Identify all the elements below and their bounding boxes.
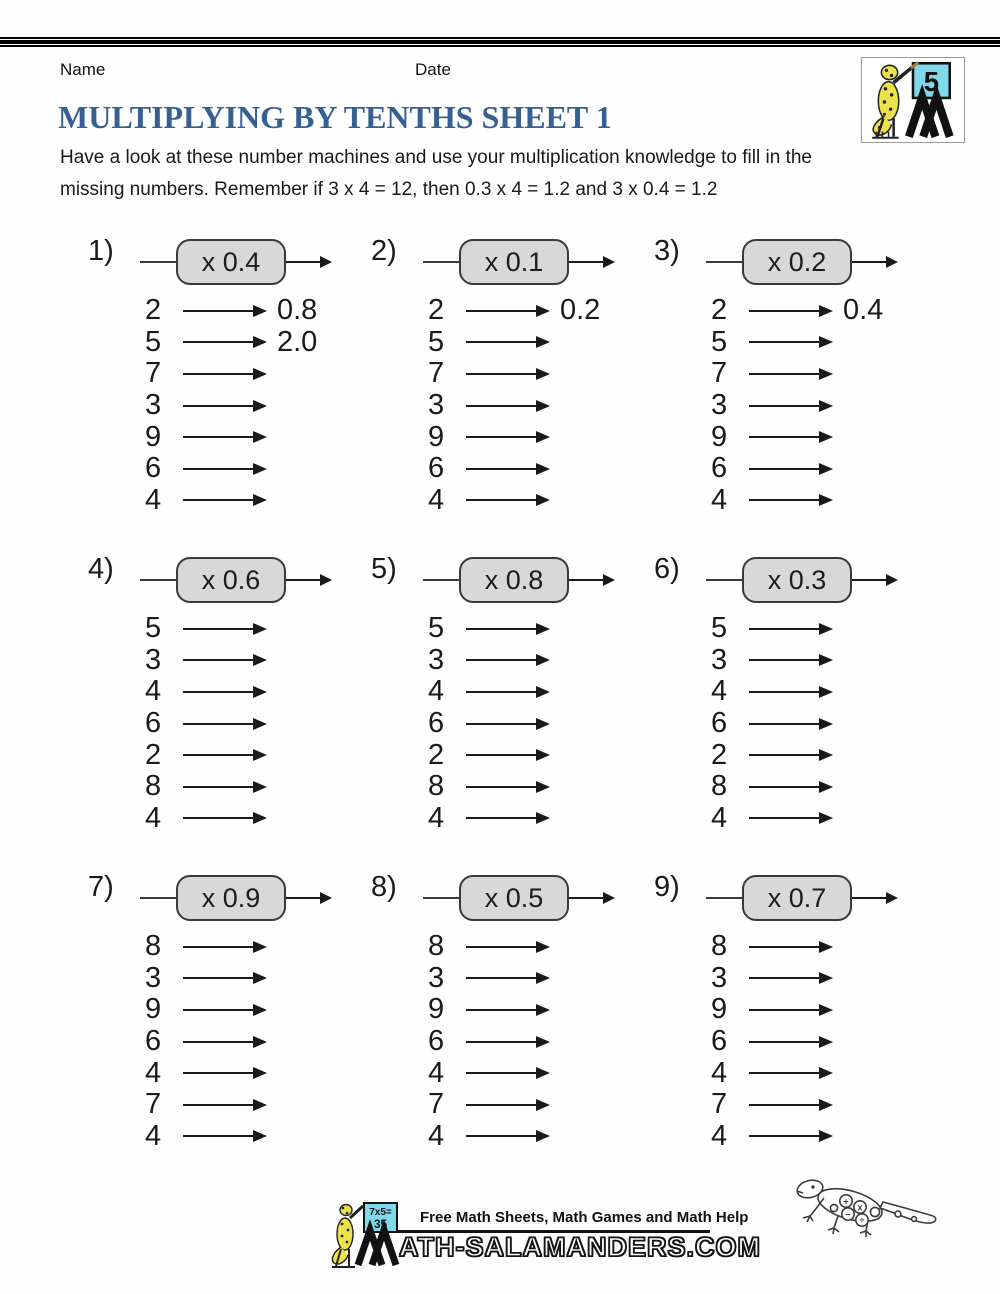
input-number: 6 — [711, 707, 728, 740]
arrow-icon — [183, 653, 267, 667]
arrow-icon — [749, 399, 833, 413]
problem-7 — [60, 866, 343, 1184]
machine-io-row — [371, 327, 626, 359]
machine-output-arrow-icon — [569, 573, 615, 587]
machine-io-row — [88, 327, 343, 359]
machine-io-row — [654, 358, 909, 390]
machine-io-row — [88, 771, 343, 803]
problem-8 — [343, 866, 626, 1184]
input-number: 9 — [711, 993, 728, 1026]
arrow-icon — [749, 493, 833, 507]
machine-io-row — [371, 1121, 626, 1153]
input-number: 4 — [145, 1056, 162, 1089]
input-number: 3 — [711, 643, 728, 676]
io-rows — [654, 295, 909, 516]
input-number: 8 — [428, 930, 445, 963]
machine-box: x 0.5 — [459, 875, 569, 921]
arrow-icon — [183, 367, 267, 381]
machine-io-row — [371, 739, 626, 771]
machine-io-row — [654, 771, 909, 803]
arrow-icon — [183, 748, 267, 762]
arrow-icon — [183, 1003, 267, 1017]
svg-text:−: − — [845, 1209, 851, 1220]
problem-1 — [60, 230, 343, 548]
number-machine — [371, 553, 626, 607]
input-number: 5 — [428, 612, 445, 645]
machine-io-row — [371, 390, 626, 422]
arrow-icon — [183, 430, 267, 444]
arrow-icon — [466, 1035, 550, 1049]
arrow-icon — [183, 811, 267, 825]
input-number: 4 — [428, 801, 445, 834]
arrow-icon — [466, 335, 550, 349]
arrow-icon — [466, 1066, 550, 1080]
machine-io-row — [654, 1089, 909, 1121]
machine-io-row — [371, 676, 626, 708]
machine-input-line — [140, 897, 176, 899]
machine-output-arrow-icon — [852, 573, 898, 587]
arrow-icon — [183, 1066, 267, 1080]
arrow-icon — [183, 1035, 267, 1049]
input-number: 3 — [145, 389, 162, 422]
input-number: 8 — [711, 770, 728, 803]
input-number: 9 — [711, 420, 728, 453]
machine-io-row — [88, 708, 343, 740]
machine-io-row — [88, 453, 343, 485]
problem-number-label: 4) — [88, 553, 114, 585]
arrow-icon — [466, 653, 550, 667]
machine-box: x 0.4 — [176, 239, 286, 285]
problem-6 — [626, 548, 909, 866]
number-machine — [654, 553, 909, 607]
machine-input-line — [706, 261, 742, 263]
input-number: 6 — [428, 707, 445, 740]
input-number: 2 — [145, 294, 162, 327]
machine-io-row — [654, 421, 909, 453]
machine-io-row — [88, 1089, 343, 1121]
problem-number-label: 1) — [88, 235, 114, 267]
machine-io-row — [654, 708, 909, 740]
input-number: 7 — [428, 357, 445, 390]
instructions-line-1: Have a look at these number machines and use your multiplication knowledge to fill in the — [60, 147, 812, 168]
input-number: 6 — [428, 452, 445, 485]
arrow-icon — [466, 748, 550, 762]
machine-output-arrow-icon — [569, 891, 615, 905]
machine-io-row — [371, 421, 626, 453]
input-number: 4 — [145, 801, 162, 834]
machine-io-row — [88, 358, 343, 390]
input-number: 6 — [145, 1025, 162, 1058]
problem-9 — [626, 866, 909, 1184]
svg-text:+: + — [843, 1196, 849, 1207]
machine-io-row — [371, 708, 626, 740]
arrow-icon — [749, 940, 833, 954]
machine-io-row — [88, 1121, 343, 1153]
arrow-icon — [749, 1003, 833, 1017]
machine-io-row — [88, 994, 343, 1026]
arrow-icon — [749, 1098, 833, 1112]
machine-box: x 0.9 — [176, 875, 286, 921]
arrow-icon — [183, 462, 267, 476]
answer-value: 0.8 — [277, 294, 318, 327]
number-machine — [88, 871, 343, 925]
arrow-icon — [466, 493, 550, 507]
io-rows — [88, 931, 343, 1152]
arrow-icon — [749, 1129, 833, 1143]
machine-io-row — [371, 771, 626, 803]
machine-input-line — [423, 579, 459, 581]
machine-input-line — [706, 579, 742, 581]
input-number: 3 — [145, 643, 162, 676]
footer-board-result: 35 — [373, 1217, 388, 1231]
io-rows — [654, 931, 909, 1152]
arrow-icon — [466, 1129, 550, 1143]
machine-box: x 0.1 — [459, 239, 569, 285]
arrow-icon — [183, 1098, 267, 1112]
machine-io-row — [654, 963, 909, 995]
footer-board-equation: 7x5= — [369, 1207, 392, 1218]
arrow-icon — [466, 717, 550, 731]
arrow-icon — [466, 462, 550, 476]
arrow-icon — [749, 748, 833, 762]
input-number: 9 — [145, 420, 162, 453]
machine-io-row — [88, 931, 343, 963]
arrow-icon — [183, 335, 267, 349]
arrow-icon — [749, 462, 833, 476]
input-number: 3 — [428, 961, 445, 994]
arrow-icon — [183, 685, 267, 699]
arrow-icon — [183, 717, 267, 731]
arrow-icon — [466, 1098, 550, 1112]
input-number: 7 — [711, 1088, 728, 1121]
machine-io-row — [88, 390, 343, 422]
arrow-icon — [749, 811, 833, 825]
problem-number-label: 8) — [371, 871, 397, 903]
machine-io-row — [371, 1026, 626, 1058]
grade-number: 5 — [923, 65, 940, 97]
problem-number-label: 3) — [654, 235, 680, 267]
input-number: 4 — [428, 483, 445, 516]
input-number: 2 — [428, 738, 445, 771]
machine-box: x 0.6 — [176, 557, 286, 603]
answer-value: 2.0 — [277, 325, 318, 358]
grade-board — [913, 63, 950, 98]
input-number: 4 — [711, 1056, 728, 1089]
arrow-icon — [749, 717, 833, 731]
machine-io-row — [88, 1026, 343, 1058]
io-rows — [371, 295, 626, 516]
machine-io-row — [88, 645, 343, 677]
arrow-icon — [466, 811, 550, 825]
input-number: 4 — [428, 1056, 445, 1089]
arrow-icon — [466, 399, 550, 413]
machine-io-row — [88, 421, 343, 453]
machine-io-row — [371, 485, 626, 517]
machine-io-row — [88, 963, 343, 995]
machine-io-row — [654, 739, 909, 771]
input-number: 4 — [428, 675, 445, 708]
machine-box: x 0.8 — [459, 557, 569, 603]
machine-io-row — [88, 803, 343, 835]
problem-4 — [60, 548, 343, 866]
machine-output-arrow-icon — [286, 255, 332, 269]
machine-io-row — [371, 994, 626, 1026]
machine-io-row — [371, 803, 626, 835]
grade-badge-illustration — [862, 58, 964, 142]
grade-badge — [861, 57, 965, 143]
arrow-icon — [466, 780, 550, 794]
input-number: 5 — [145, 325, 162, 358]
input-number: 7 — [711, 357, 728, 390]
input-number: 6 — [711, 452, 728, 485]
input-number: 4 — [711, 1119, 728, 1152]
machine-io-row — [654, 613, 909, 645]
m-logo-icon — [909, 97, 950, 137]
site-name: ATH-SALAMANDERS.COM — [399, 1232, 761, 1262]
arrow-icon — [466, 685, 550, 699]
machine-io-row — [654, 931, 909, 963]
input-number: 3 — [145, 961, 162, 994]
machine-io-row — [654, 453, 909, 485]
machine-io-row — [371, 1057, 626, 1089]
machine-io-row — [88, 739, 343, 771]
arrow-icon — [183, 622, 267, 636]
problem-number-label: 7) — [88, 871, 114, 903]
input-number: 4 — [145, 483, 162, 516]
problem-3 — [626, 230, 909, 548]
machine-box: x 0.2 — [742, 239, 852, 285]
problem-5 — [343, 548, 626, 866]
machine-io-row — [88, 1057, 343, 1089]
input-number: 6 — [145, 707, 162, 740]
input-number: 7 — [428, 1088, 445, 1121]
input-number: 4 — [711, 801, 728, 834]
input-number: 6 — [145, 452, 162, 485]
problem-number-label: 2) — [371, 235, 397, 267]
machine-io-row — [654, 994, 909, 1026]
name-label: Name — [60, 60, 106, 79]
machine-io-row — [654, 803, 909, 835]
machine-io-row — [371, 931, 626, 963]
number-machine — [371, 235, 626, 289]
input-number: 5 — [428, 325, 445, 358]
arrow-icon — [749, 367, 833, 381]
machine-io-row — [371, 453, 626, 485]
input-number: 8 — [145, 770, 162, 803]
number-machine — [88, 235, 343, 289]
machine-io-row — [654, 1026, 909, 1058]
date-label: Date — [415, 60, 451, 79]
problem-2 — [343, 230, 626, 548]
svg-text:x: x — [857, 1202, 863, 1213]
input-number: 2 — [711, 294, 728, 327]
input-number: 5 — [145, 612, 162, 645]
machine-io-row — [88, 295, 343, 327]
arrow-icon — [466, 304, 550, 318]
answer-value: 0.2 — [560, 294, 601, 327]
arrow-icon — [749, 780, 833, 794]
input-number: 4 — [145, 675, 162, 708]
input-number: 8 — [145, 930, 162, 963]
io-rows — [88, 613, 343, 834]
machine-io-row — [654, 295, 909, 327]
input-number: 4 — [145, 1119, 162, 1152]
machine-io-row — [88, 485, 343, 517]
machine-input-line — [140, 261, 176, 263]
input-number: 7 — [145, 1088, 162, 1121]
m-logo-icon — [358, 1230, 396, 1265]
problem-number-label: 9) — [654, 871, 680, 903]
input-number: 4 — [711, 675, 728, 708]
machine-io-row — [371, 963, 626, 995]
input-number: 3 — [711, 389, 728, 422]
arrow-icon — [466, 622, 550, 636]
machine-box: x 0.7 — [742, 875, 852, 921]
arrow-icon — [183, 493, 267, 507]
arrow-icon — [183, 940, 267, 954]
arrow-icon — [749, 653, 833, 667]
input-number: 8 — [711, 930, 728, 963]
input-number: 3 — [428, 389, 445, 422]
machine-input-line — [423, 261, 459, 263]
answer-value: 0.4 — [843, 294, 884, 327]
arrow-icon — [466, 940, 550, 954]
machine-io-row — [88, 613, 343, 645]
input-number: 2 — [711, 738, 728, 771]
machine-output-arrow-icon — [569, 255, 615, 269]
machine-output-arrow-icon — [852, 891, 898, 905]
machine-output-arrow-icon — [852, 255, 898, 269]
machine-io-row — [654, 645, 909, 677]
machine-input-line — [140, 579, 176, 581]
machine-io-row — [654, 1121, 909, 1153]
arrow-icon — [749, 430, 833, 444]
machine-io-row — [371, 295, 626, 327]
number-machine — [654, 235, 909, 289]
arrow-icon — [749, 971, 833, 985]
io-rows — [88, 295, 343, 516]
problems-grid — [60, 230, 909, 1184]
machine-input-line — [706, 897, 742, 899]
top-divider — [0, 37, 1000, 47]
machine-io-row — [654, 485, 909, 517]
number-machine — [371, 871, 626, 925]
arrow-icon — [466, 971, 550, 985]
arrow-icon — [749, 1066, 833, 1080]
arrow-icon — [749, 335, 833, 349]
machine-output-arrow-icon — [286, 891, 332, 905]
arrow-icon — [749, 1035, 833, 1049]
input-number: 5 — [711, 325, 728, 358]
arrow-icon — [466, 1003, 550, 1017]
input-number: 2 — [145, 738, 162, 771]
problem-number-label: 5) — [371, 553, 397, 585]
machine-io-row — [88, 676, 343, 708]
input-number: 3 — [711, 961, 728, 994]
machine-io-row — [654, 327, 909, 359]
machine-input-line — [423, 897, 459, 899]
arrow-icon — [183, 971, 267, 985]
svg-text:÷: ÷ — [859, 1215, 865, 1226]
input-number: 7 — [145, 357, 162, 390]
arrow-icon — [749, 622, 833, 636]
input-number: 2 — [428, 294, 445, 327]
input-number: 4 — [428, 1119, 445, 1152]
machine-output-arrow-icon — [286, 573, 332, 587]
arrow-icon — [183, 780, 267, 794]
arrow-icon — [749, 304, 833, 318]
problem-number-label: 6) — [654, 553, 680, 585]
input-number: 6 — [711, 1025, 728, 1058]
io-rows — [371, 613, 626, 834]
machine-io-row — [371, 613, 626, 645]
machine-box: x 0.3 — [742, 557, 852, 603]
machine-io-row — [654, 390, 909, 422]
arrow-icon — [183, 399, 267, 413]
input-number: 3 — [428, 643, 445, 676]
input-number: 9 — [428, 993, 445, 1026]
input-number: 9 — [428, 420, 445, 453]
input-number: 5 — [711, 612, 728, 645]
machine-io-row — [654, 1057, 909, 1089]
machine-io-row — [371, 645, 626, 677]
math-lizard-icon — [788, 1158, 948, 1243]
number-machine — [88, 553, 343, 607]
machine-io-row — [654, 676, 909, 708]
io-rows — [654, 613, 909, 834]
arrow-icon — [183, 304, 267, 318]
arrow-icon — [466, 430, 550, 444]
input-number: 9 — [145, 993, 162, 1026]
machine-io-row — [371, 1089, 626, 1121]
input-number: 6 — [428, 1025, 445, 1058]
footer-tagline: Free Math Sheets, Math Games and Math Help — [420, 1209, 749, 1226]
instructions-line-2: missing numbers. Remember if 3 x 4 = 12, then 0.3 x 4 = 1.2 and 3 x 0.4 = 1.2 — [60, 179, 718, 200]
arrow-icon — [749, 685, 833, 699]
input-number: 4 — [711, 483, 728, 516]
arrow-icon — [183, 1129, 267, 1143]
io-rows — [371, 931, 626, 1152]
arrow-icon — [466, 367, 550, 381]
number-machine — [654, 871, 909, 925]
machine-io-row — [371, 358, 626, 390]
input-number: 8 — [428, 770, 445, 803]
page-title: MULTIPLYING BY TENTHS SHEET 1 — [58, 99, 612, 135]
